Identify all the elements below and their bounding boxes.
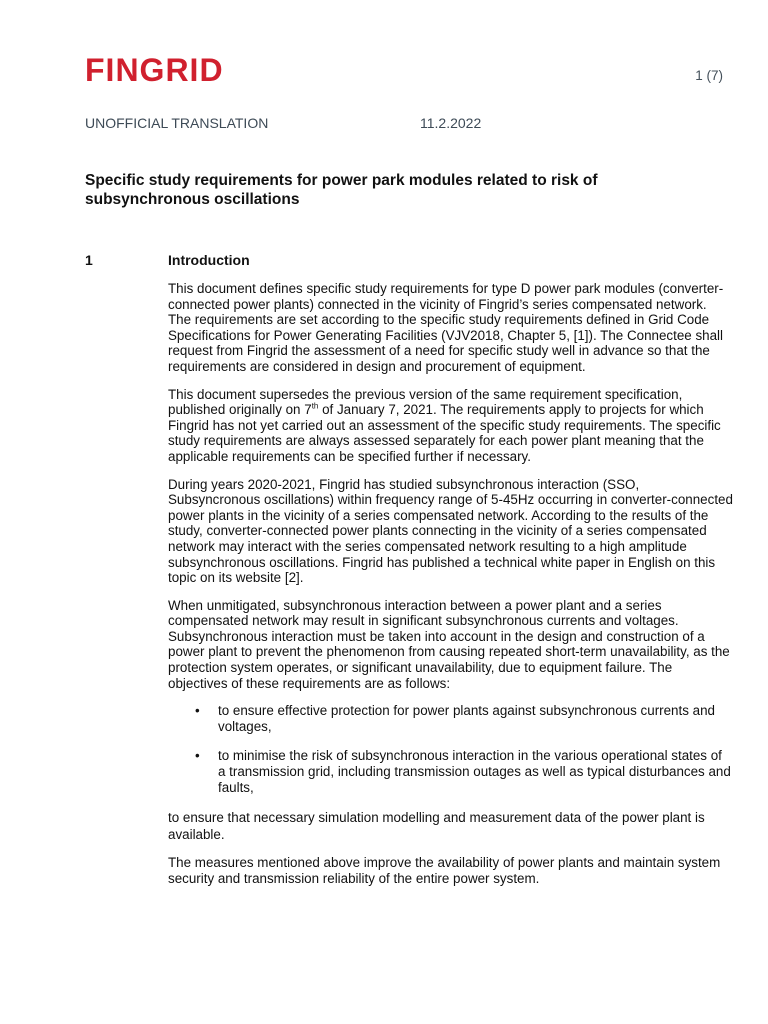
- paragraph: During years 2020-2021, Fingrid has studied subsynchronous interaction (SSO, Subsyncronous oscillations) within frequency range of 5-45Hz occurring in converter-connected power plants in the vicinity of a series compensated network. According to the results of the study, converter-connected power plants connecting in the vicinity of a series compensated network may interact with the series compensated network resulting to a high amplitude subsynchronous oscillations. Fingrid has published a technical white paper in English on this topic on its website [2].: [168, 476, 733, 586]
- list-item-text: to minimise the risk of subsynchronous interaction in the various operational states of a transmission grid, including transmission outages as well as typical disturbances and faults,: [218, 748, 731, 795]
- list-item: [195, 748, 733, 795]
- supersede-text-start: This document supersedes the previous version of the same requirement specification, published originally on 7: [168, 386, 683, 418]
- paragraph-supersedes: [168, 387, 733, 465]
- ordinal-suffix: th: [311, 401, 319, 411]
- paragraph: When unmitigated, subsynchronous interaction between a power plant and a series compensated network may result in significant subsynchronous currents and voltages. Subsynchronous interaction must be taken into account in the design and construction of a power plant to prevent the phenomenon from causing repeated short-term unavailability, as the protection system operates, or significant unavailability, due to equipment failure. The objectives of these requirements are as follows:: [168, 597, 730, 691]
- objectives-list: [168, 703, 733, 795]
- bullet-icon: •: [195, 748, 200, 764]
- page-number: 1 (7): [695, 68, 723, 83]
- supersede-text-end: of January 7, 2021. The requirements apply to projects for which Fingrid has not yet carried out an assessment of the specific study requirements. The specific study requirements are always assessed separately for each power plant meaning that the applicable requirements can be specified further if necessary.: [168, 402, 721, 464]
- list-item: [195, 703, 733, 734]
- document-date: 11.2.2022: [420, 115, 482, 131]
- bullet-icon: •: [195, 703, 200, 719]
- section-title: Introduction: [168, 252, 250, 268]
- section-number: 1: [85, 252, 93, 268]
- document-title: Specific study requirements for power park modules related to risk of subsynchronous oscillations: [85, 172, 598, 208]
- translation-label: UNOFFICIAL TRANSLATION: [85, 115, 269, 131]
- paragraph: to ensure that necessary simulation modelling and measurement data of the power plant is available.: [168, 810, 705, 843]
- paragraph-closing: The measures mentioned above improve the availability of power plants and maintain system security and transmission reliability of the entire power system.: [168, 855, 721, 886]
- list-item-text: to ensure effective protection for power plants against subsynchronous currents and voltages,: [218, 703, 715, 734]
- section-body: [168, 281, 733, 898]
- paragraph: This document defines specific study requirements for type D power park modules (converter-connected power plants) connected in the vicinity of Fingrid’s series compensated network. The requirements are set according to the specific study requirements defined in Grid Code Specifications for Power Generating Facilities (VJV2018, Chapter 5, [1]). The Connectee shall request from Fingrid the assessment of a need for specific study well in advance so that the requirements are considered in design and procurement of equipment.: [168, 281, 724, 374]
- fingrid-logo: FINGRID: [85, 52, 224, 88]
